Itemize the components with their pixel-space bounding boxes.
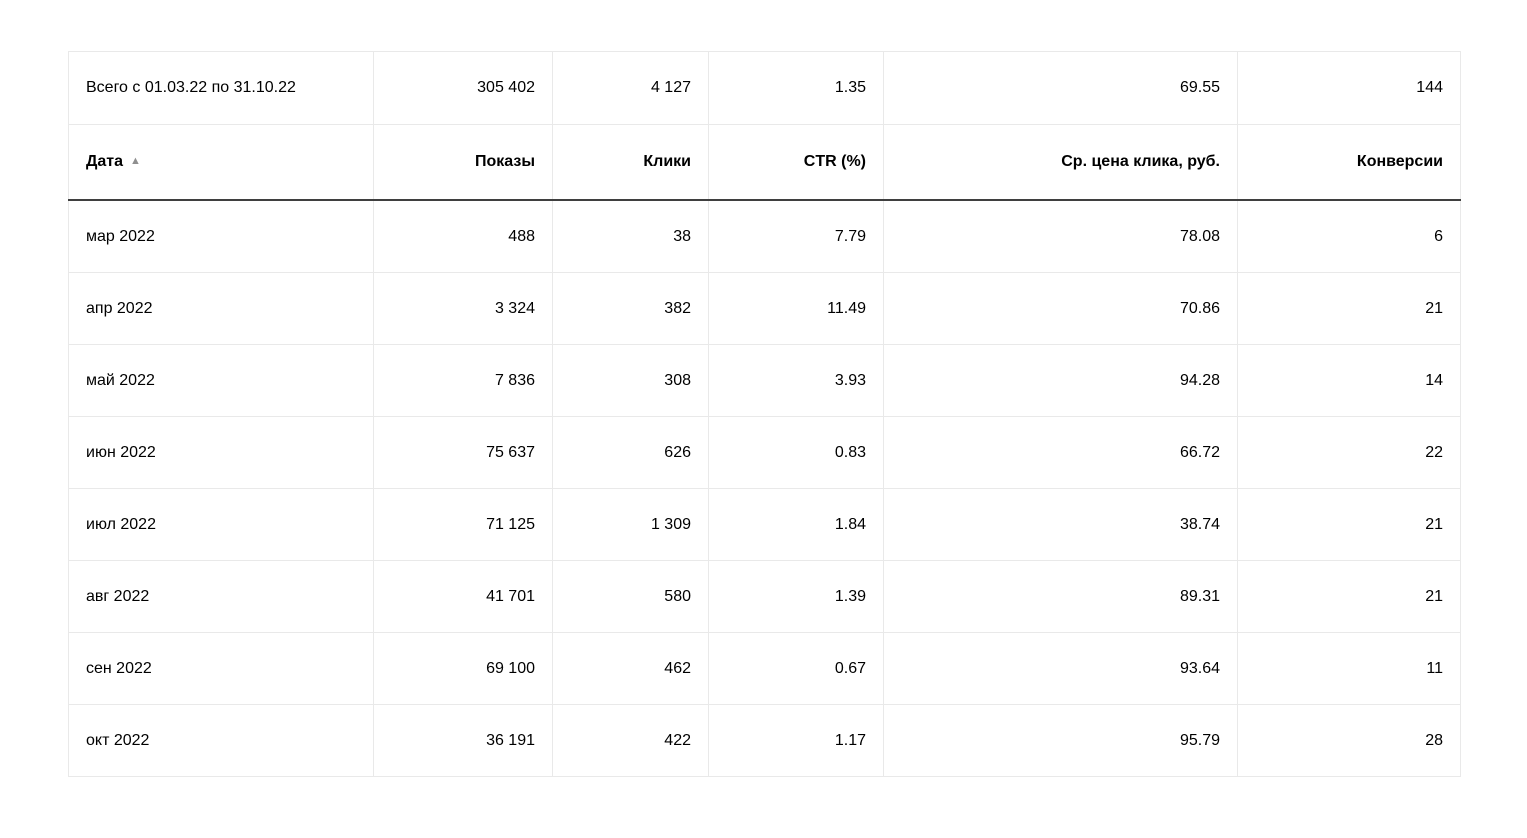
column-header-ctr[interactable] — [709, 125, 884, 201]
totals-value-clicks: 4 127 — [553, 52, 709, 125]
table-body — [69, 200, 1461, 777]
column-header-row — [69, 125, 1461, 201]
cell-conversions: 14 — [1238, 345, 1461, 417]
table-row — [69, 417, 1461, 489]
cell-avg-cpc: 93.64 — [884, 633, 1238, 705]
table-row — [69, 345, 1461, 417]
stats-table — [68, 51, 1461, 777]
column-header-date[interactable] — [69, 125, 374, 201]
cell-ctr: 0.83 — [709, 417, 884, 489]
cell-avg-cpc: 66.72 — [884, 417, 1238, 489]
column-header-avg-cpc[interactable] — [884, 125, 1238, 201]
cell-conversions: 21 — [1238, 561, 1461, 633]
totals-value-impressions: 305 402 — [374, 52, 553, 125]
totals-value-conversions: 144 — [1238, 52, 1461, 125]
cell-conversions: 22 — [1238, 417, 1461, 489]
cell-date: июл 2022 — [69, 489, 374, 561]
table-row — [69, 561, 1461, 633]
cell-impressions: 488 — [374, 200, 553, 273]
cell-impressions: 36 191 — [374, 705, 553, 777]
table-row — [69, 489, 1461, 561]
cell-impressions: 75 637 — [374, 417, 553, 489]
sort-ascending-icon: ▲ — [130, 155, 141, 167]
cell-conversions: 6 — [1238, 200, 1461, 273]
cell-date: окт 2022 — [69, 705, 374, 777]
column-header-label: Клики — [643, 153, 691, 170]
cell-clicks: 422 — [553, 705, 709, 777]
column-header-impressions[interactable] — [374, 125, 553, 201]
column-header-label: Дата — [86, 153, 124, 170]
cell-impressions: 3 324 — [374, 273, 553, 345]
cell-conversions: 11 — [1238, 633, 1461, 705]
totals-value-avg-cpc: 69.55 — [884, 52, 1238, 125]
cell-date: авг 2022 — [69, 561, 374, 633]
column-header-label: Конверсии — [1356, 153, 1443, 170]
table-row — [69, 273, 1461, 345]
cell-ctr: 1.39 — [709, 561, 884, 633]
cell-date: май 2022 — [69, 345, 374, 417]
cell-date: мар 2022 — [69, 200, 374, 273]
cell-conversions: 28 — [1238, 705, 1461, 777]
cell-avg-cpc: 94.28 — [884, 345, 1238, 417]
totals-value-ctr: 1.35 — [709, 52, 884, 125]
cell-ctr: 3.93 — [709, 345, 884, 417]
cell-clicks: 626 — [553, 417, 709, 489]
column-header-label: Ср. цена клика, руб. — [1061, 153, 1220, 170]
table-row — [69, 200, 1461, 273]
cell-impressions: 41 701 — [374, 561, 553, 633]
cell-ctr: 7.79 — [709, 200, 884, 273]
cell-clicks: 462 — [553, 633, 709, 705]
cell-clicks: 1 309 — [553, 489, 709, 561]
cell-date: сен 2022 — [69, 633, 374, 705]
cell-conversions: 21 — [1238, 489, 1461, 561]
cell-avg-cpc: 95.79 — [884, 705, 1238, 777]
cell-ctr: 1.17 — [709, 705, 884, 777]
column-header-label: CTR (%) — [803, 153, 866, 170]
cell-ctr: 1.84 — [709, 489, 884, 561]
cell-avg-cpc: 89.31 — [884, 561, 1238, 633]
table-row — [69, 705, 1461, 777]
cell-avg-cpc: 78.08 — [884, 200, 1238, 273]
cell-avg-cpc: 38.74 — [884, 489, 1238, 561]
cell-date: апр 2022 — [69, 273, 374, 345]
statistics-table-section — [68, 51, 1461, 777]
cell-ctr: 0.67 — [709, 633, 884, 705]
cell-avg-cpc: 70.86 — [884, 273, 1238, 345]
totals-label: Всего с 01.03.22 по 31.10.22 — [69, 52, 374, 125]
cell-date: июн 2022 — [69, 417, 374, 489]
cell-clicks: 382 — [553, 273, 709, 345]
cell-impressions: 71 125 — [374, 489, 553, 561]
cell-impressions: 69 100 — [374, 633, 553, 705]
table-row — [69, 633, 1461, 705]
cell-clicks: 308 — [553, 345, 709, 417]
column-header-label: Показы — [475, 153, 535, 170]
column-header-clicks[interactable] — [553, 125, 709, 201]
cell-ctr: 11.49 — [709, 273, 884, 345]
cell-clicks: 38 — [553, 200, 709, 273]
cell-clicks: 580 — [553, 561, 709, 633]
cell-impressions: 7 836 — [374, 345, 553, 417]
cell-conversions: 21 — [1238, 273, 1461, 345]
totals-row — [69, 52, 1461, 125]
column-header-conversions[interactable] — [1238, 125, 1461, 201]
